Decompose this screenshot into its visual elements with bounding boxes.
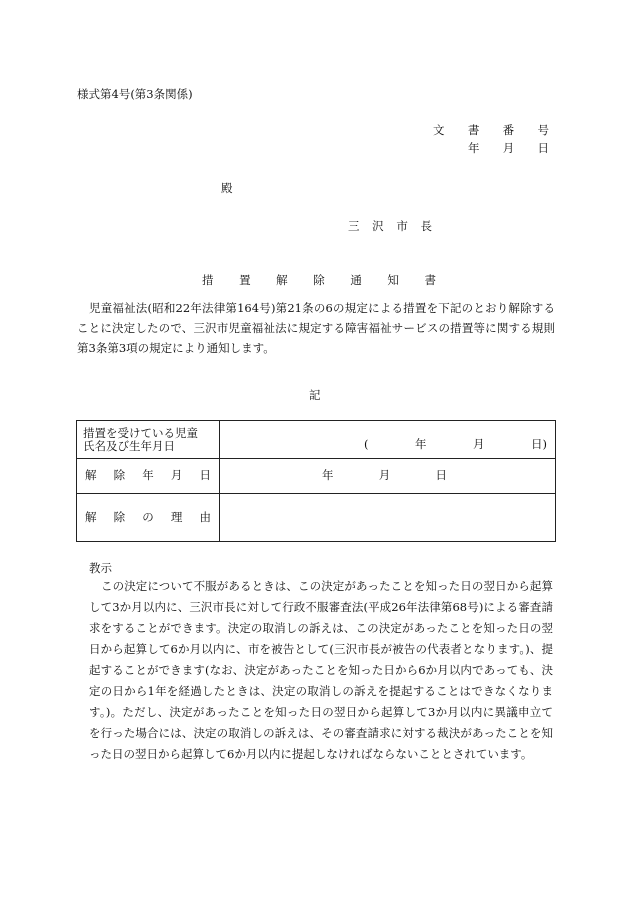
child-name-label-line2: 氏名及び生年月日 [83,438,175,453]
addressee-suffix: 殿 [221,181,233,195]
title-char: 書 [424,273,436,287]
date-month: 月 [502,141,515,155]
doc-number-char: 書 [467,123,480,137]
doc-number-char: 文 [433,123,445,137]
label-char: 除 [113,509,126,524]
doc-number-char: 号 [537,123,549,137]
sender-mayor [348,220,432,234]
label-char: の [142,509,154,524]
label-char: 解 [85,509,97,524]
label-char: 理 [170,509,183,524]
title-char: 除 [313,273,325,287]
sender-char: 沢 [372,219,384,233]
ki-heading: 記 [309,388,321,402]
release-year: 年 [322,468,334,483]
table-row [77,421,556,459]
birth-date-line [364,438,547,452]
title-char: 通 [350,273,362,287]
birth-month: 月 [473,437,485,451]
title-char: 知 [387,273,399,287]
label-char: 日 [199,468,211,483]
title-char: 措 [202,273,214,287]
label-char: 解 [85,468,97,483]
date-year: 年 [468,141,480,155]
date-day: 日 [537,141,549,155]
release-month: 月 [378,468,391,483]
sender-char: 三 [348,219,360,233]
document-title [202,274,436,288]
instruction-body: この決定について不服があるときは、この決定があったことを知った日の翌日から起算して3か月以内に、三沢市長に対して行政不服審査法(平成26年法律第68号)による審査請求をすることができます。決定の取消しの訴えは、この決定があったことを知った日の翌日から起算して6か月以内に、市を被告として(三沢市長が被告の代表者となります。)、提起することができます(なお、決定があったことを知った日から6か月以内であっても、決定の日から1年を経過したときは、決定の取消しの訴えを提起することはできなくなります。)。ただし、決定があったことを知った日の翌日から起算して3か月以内に異議申立てを行った場合には、決定の取消しの訴えは、その審査請求に対する裁決があったことを知った日の翌日から起算して6か月以内に提起しなければならないこととされています。 [89,579,553,761]
release-day: 日 [435,468,447,483]
instruction-heading: 教示 [89,561,112,575]
table-row [77,494,556,542]
birth-paren-open: ( [364,437,369,451]
release-date-label-cell [77,459,220,494]
issue-date-line [468,142,549,156]
label-char: 由 [199,509,211,524]
release-reason-value-cell [220,494,556,542]
release-date-line [322,469,447,483]
child-name-label-cell [77,421,220,459]
label-char: 月 [170,468,183,483]
child-name-label-line1: 措置を受けている児童 [83,425,198,440]
birth-year: 年 [415,437,427,451]
form-number: 様式第4号(第3条関係) [77,87,193,101]
release-reason-label-cell [77,494,220,542]
table-row [77,459,556,494]
label-char: 除 [113,468,126,483]
sender-char: 市 [396,219,408,233]
title-char: 置 [239,273,251,287]
title-char: 解 [276,273,288,287]
doc-number-char: 番 [502,123,515,137]
child-name-value-cell [220,421,556,459]
sender-char: 長 [420,219,432,233]
birth-day: 日) [531,437,547,451]
notice-body: 児童福祉法(昭和22年法律第164号)第21条の6の規定による措置を下記のとおり解除することに決定したので、三沢市児童福祉法に規定する障害福祉サービスの措置等に関する規則第3条第3項の規定により通知します。 [77,301,555,355]
document-number-label [433,124,549,138]
label-char: 年 [142,468,154,483]
notice-table [76,420,556,542]
release-date-value-cell [220,459,556,494]
